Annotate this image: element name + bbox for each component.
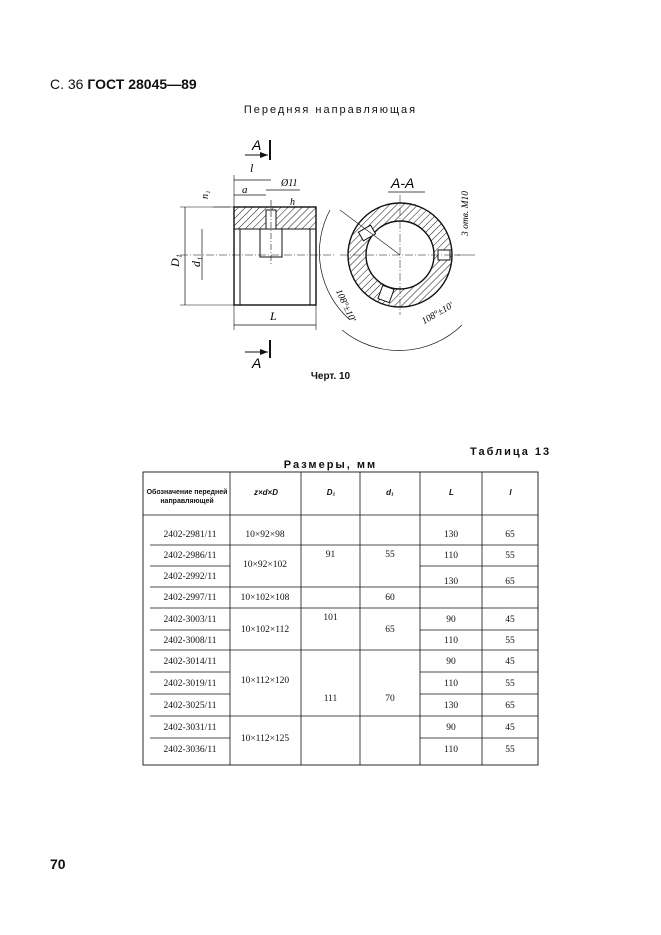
section-label: A-A (391, 175, 415, 191)
cell-l: 55 (505, 551, 515, 561)
header-prefix: С. 36 (50, 76, 84, 92)
cell-zdD: 10×112×120 (240, 676, 290, 686)
cell-L: 110 (444, 636, 458, 646)
table-caption: Таблица 13 (470, 446, 552, 458)
cell-l: 65 (505, 577, 515, 587)
cell-D1: 91 (325, 550, 336, 560)
header-standard: ГОСТ 28045—89 (87, 76, 197, 92)
holes-note: 3 отв. М10 (461, 190, 471, 236)
header-d1: d₁ (386, 488, 394, 497)
cell-D1: 111 (323, 694, 338, 704)
table-row-designation: 2402-3014/11 (163, 657, 217, 667)
table-row-designation: 2402-3025/11 (163, 701, 217, 711)
cell-L: 130 (443, 530, 459, 540)
cell-zdD: 10×112×125 (240, 734, 290, 744)
header-L: L (449, 488, 454, 497)
table-row-designation: 2402-3008/11 (163, 636, 217, 646)
cell-l: 45 (505, 657, 515, 667)
cell-L: 90 (446, 657, 456, 667)
dim-a-label: a (242, 184, 248, 196)
cell-L: 90 (446, 615, 456, 625)
cell-l: 55 (505, 745, 515, 755)
cell-D1: 101 (323, 613, 338, 623)
table-row-designation: 2402-3031/11 (163, 723, 217, 733)
cut-marker-top: A (252, 137, 262, 153)
drawing-title: Передняя направляющая (243, 104, 418, 116)
dim-hole-label: Ø11 (281, 178, 298, 189)
table-row-designation: 2402-2986/11 (163, 551, 217, 561)
cell-zdD: 10×102×112 (240, 625, 290, 635)
table-row-designation: 2402-2997/11 (163, 593, 217, 603)
dim-h-label: h (290, 197, 295, 208)
cell-l: 55 (505, 679, 515, 689)
cell-l: 65 (505, 701, 515, 711)
cut-marker-bottom: A (252, 355, 262, 371)
cell-l: 45 (505, 615, 515, 625)
table-row-designation: 2402-2992/11 (163, 572, 217, 582)
cell-zdD: 10×102×108 (240, 593, 290, 603)
angle-label-left: 108°±10′ (333, 287, 357, 324)
angle-label-right: 108°±10′ (420, 300, 456, 327)
dim-L-label: L (270, 309, 277, 323)
cell-d1: 60 (385, 593, 395, 603)
table-row-designation: 2402-2981/11 (163, 530, 217, 540)
page-number: 70 (50, 856, 66, 872)
table-row-designation: 2402-3019/11 (163, 679, 217, 689)
cell-l: 65 (505, 530, 515, 540)
cell-l: 45 (505, 723, 515, 733)
dim-d1-label: d₁ (189, 256, 203, 267)
cell-d1: 65 (385, 625, 395, 635)
cell-l: 55 (505, 636, 515, 646)
cell-zdD: 10×92×98 (245, 530, 285, 540)
cell-L: 90 (446, 723, 456, 733)
cell-d1: 55 (385, 550, 395, 560)
table-units: Размеры, мм (283, 459, 378, 471)
cell-L: 110 (444, 679, 458, 689)
table-row-designation: 2402-3036/11 (163, 745, 217, 755)
header-l: l (509, 488, 512, 497)
figure-caption: Черт. 10 (310, 371, 351, 382)
cell-d1: 70 (385, 694, 395, 704)
table-row-designation: 2402-3003/11 (163, 615, 217, 625)
cell-L: 130 (443, 577, 459, 587)
header-designation: Обозначение передней направляющей (146, 489, 228, 505)
header-zdD: z×d×D (253, 488, 278, 497)
header-D1: D₁ (326, 488, 336, 497)
cell-L: 110 (444, 745, 458, 755)
dim-l-label: l (250, 161, 254, 175)
dim-D1-label: D₁ (168, 254, 182, 267)
dim-n1-label: n₁ (200, 190, 211, 199)
cell-zdD: 10×92×102 (243, 560, 287, 570)
cell-L: 110 (444, 551, 458, 561)
cell-L: 130 (443, 701, 459, 711)
